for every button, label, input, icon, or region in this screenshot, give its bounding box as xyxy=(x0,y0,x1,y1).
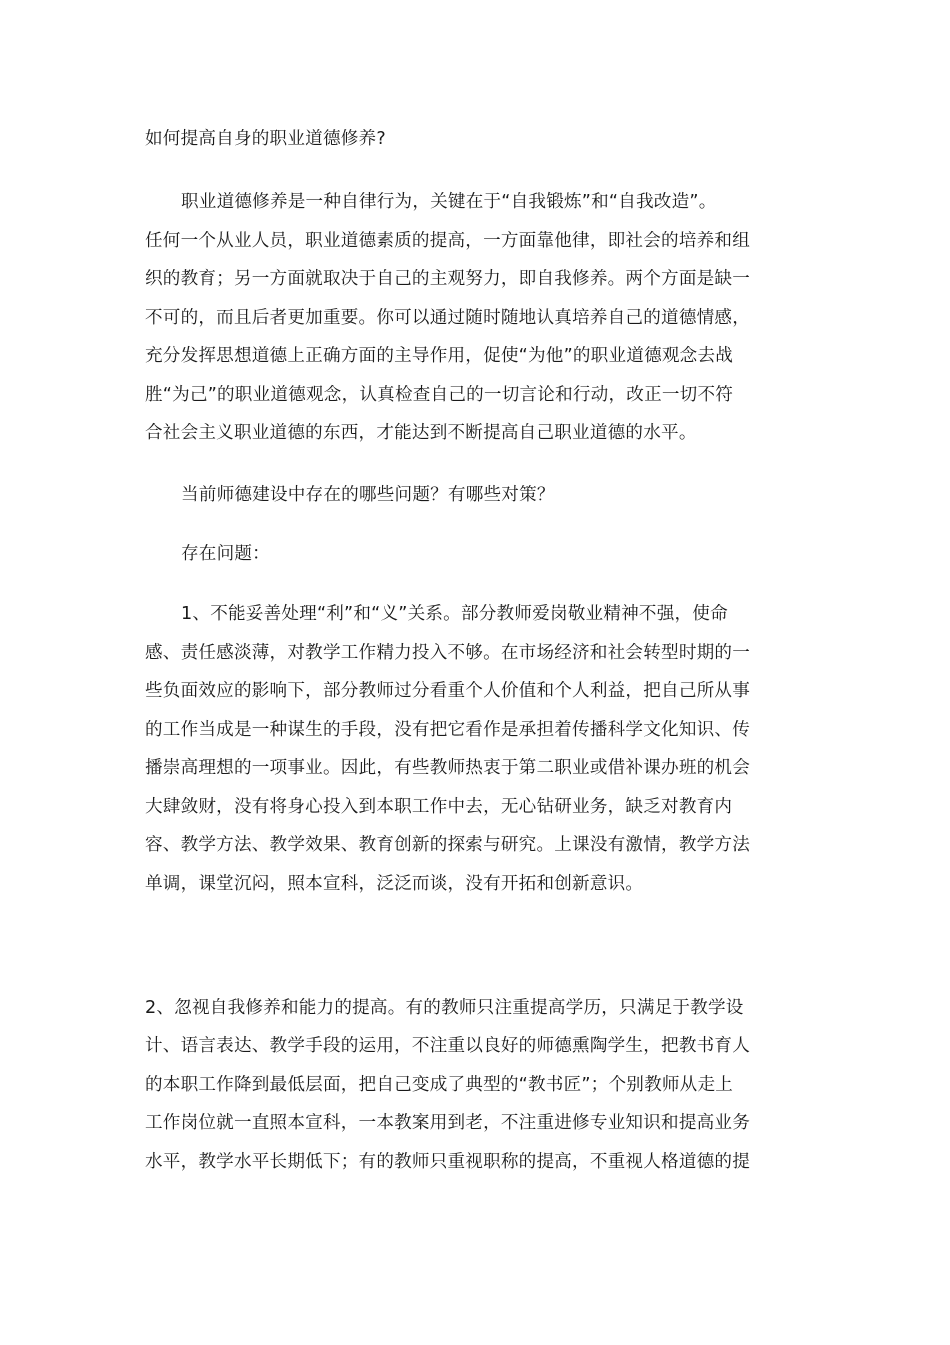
paragraph-line: 2、忽视自我修养和能力的提高。有的教师只注重提高学历，只满足于教学设 xyxy=(145,998,744,1018)
paragraph-line: 播崇高理想的一项事业。因此，有些教师热衷于第二职业或借补课办班的机会 xyxy=(145,758,750,778)
paragraph-line: 大肆敛财，没有将身心投入到本职工作中去，无心钻研业务，缺乏对教育内 xyxy=(145,797,733,817)
paragraph-line: 单调，课堂沉闷，照本宣科，泛泛而谈，没有开拓和创新意识。 xyxy=(145,874,644,894)
paragraph-line: 胜“为己”的职业道德观念，认真检查自己的一切言论和行动，改正一切不符 xyxy=(145,385,734,405)
paragraph-line: 些负面效应的影响下，部分教师过分看重个人价值和个人利益，把自己所从事 xyxy=(145,681,750,701)
paragraph-line: 织的教育；另一方面就取决于自己的主观努力，即自我修养。两个方面是缺一 xyxy=(145,269,750,289)
document-title: 如何提高自身的职业道德修养? xyxy=(145,129,386,149)
question-heading: 当前师德建设中存在的哪些问题？有哪些对策？ xyxy=(181,485,555,505)
paragraph-line: 计、语言表达、教学手段的运用，不注重以良好的师德熏陶学生，把教书育人 xyxy=(145,1036,750,1056)
paragraph-line: 职业道德修养是一种自律行为，关键在于“自我锻炼”和“自我改造”。 xyxy=(181,192,717,212)
paragraph-line: 充分发挥思想道德上正确方面的主导作用，促使“为他”的职业道德观念去战 xyxy=(145,346,734,366)
problems-heading: 存在问题： xyxy=(181,544,270,564)
paragraph-line: 1、不能妥善处理“利”和“义”关系。部分教师爱岗敬业精神不强，使命 xyxy=(181,604,728,624)
paragraph-line: 工作岗位就一直照本宣科，一本教案用到老，不注重进修专业知识和提高业务 xyxy=(145,1113,750,1133)
paragraph-line: 水平，教学水平长期低下；有的教师只重视职称的提高，不重视人格道德的提 xyxy=(145,1152,750,1172)
paragraph-line: 的本职工作降到最低层面，把自己变成了典型的“教书匠”；个别教师从走上 xyxy=(145,1075,734,1095)
paragraph-line: 感、责任感淡薄，对教学工作精力投入不够。在市场经济和社会转型时期的一 xyxy=(145,643,750,663)
paragraph-line: 合社会主义职业道德的东西，才能达到不断提高自己职业道德的水平。 xyxy=(145,423,697,443)
paragraph-line: 任何一个从业人员，职业道德素质的提高，一方面靠他律，即社会的培养和组 xyxy=(145,231,750,251)
paragraph-line: 容、教学方法、教学效果、教育创新的探索与研究。上课没有激情，教学方法 xyxy=(145,835,750,855)
paragraph-line: 的工作当成是一种谋生的手段，没有把它看作是承担着传播科学文化知识、传 xyxy=(145,720,750,740)
paragraph-line: 不可的，而且后者更加重要。你可以通过随时随地认真培养自己的道德情感， xyxy=(145,308,750,328)
